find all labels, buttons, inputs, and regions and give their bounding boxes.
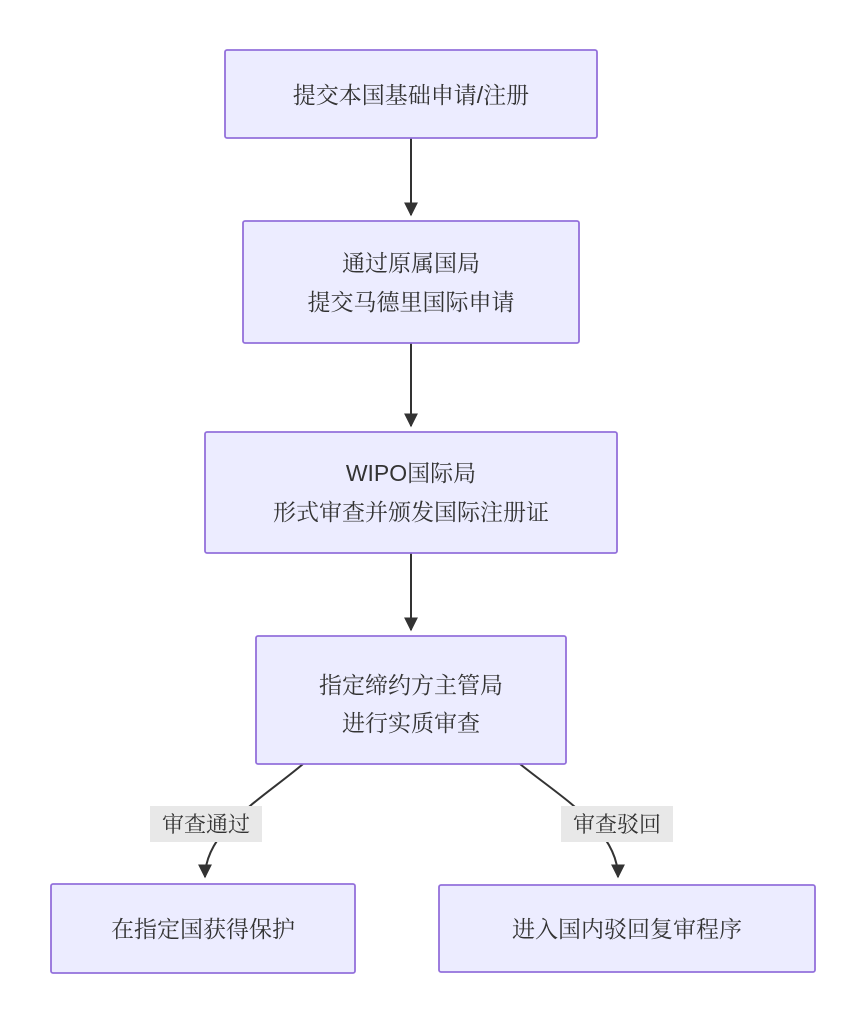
node-label-line2: 提交马德里国际申请 — [307, 289, 515, 315]
node-label-line1: 通过原属国局 — [342, 250, 480, 276]
edge-label-approved — [150, 806, 262, 842]
node-designated-office — [256, 636, 566, 764]
node-protection-granted — [51, 884, 355, 973]
node-label: 提交本国基础申请/注册 — [292, 82, 530, 108]
node-label-line2: 进行实质审查 — [342, 710, 480, 736]
node-box — [243, 221, 579, 343]
node-refusal-review — [439, 885, 815, 972]
node-label: 进入国内驳回复审程序 — [512, 916, 742, 942]
node-label: 在指定国获得保护 — [111, 916, 295, 942]
node-label-line1: WIPO国际局 — [345, 460, 477, 486]
node-basic-application — [225, 50, 597, 138]
edge-label-text: 审查驳回 — [572, 812, 662, 837]
node-madrid-application — [243, 221, 579, 343]
node-box — [256, 636, 566, 764]
node-label-line2: 形式审查并颁发国际注册证 — [273, 499, 549, 525]
node-wipo-examination — [205, 432, 617, 553]
node-box — [205, 432, 617, 553]
edge-label-text: 审查通过 — [161, 812, 251, 837]
edge-label-rejected — [561, 806, 673, 842]
node-label-line1: 指定缔约方主管局 — [319, 672, 503, 698]
